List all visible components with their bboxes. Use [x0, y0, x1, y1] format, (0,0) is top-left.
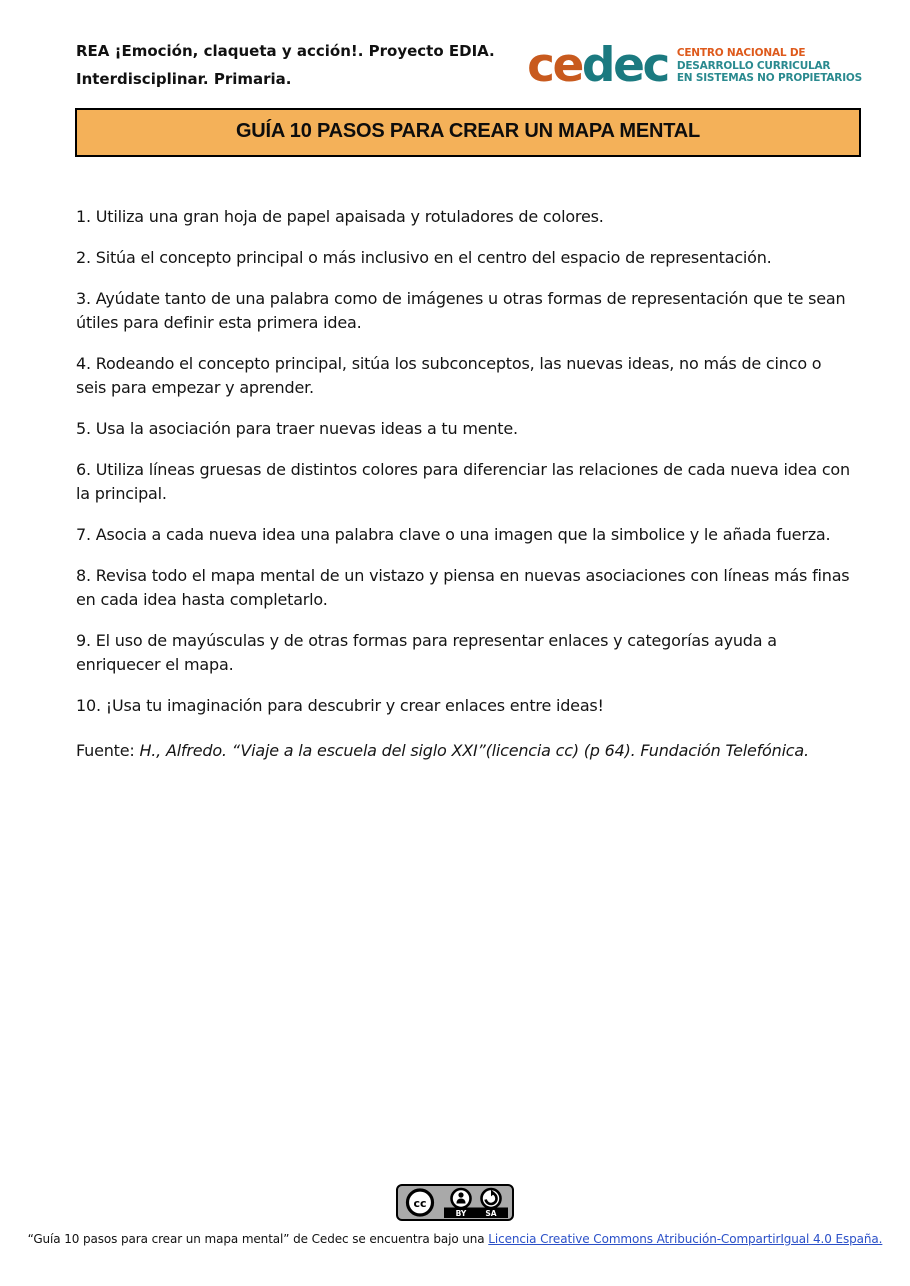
cc-by-sa-icon [396, 1184, 514, 1221]
tagline-line3: EN SISTEMAS NO PROPIETARIOS [676, 72, 862, 85]
cedec-logo-ce: ce [527, 38, 582, 93]
step-item-2: 2. Sitúa el concepto principal o más inclusivo en el centro del espacio de representación. [76, 248, 772, 267]
step-item-3: 3. Ayúdate tanto de una palabra como de imágenes u otras formas de representación que te sean útiles para definir esta primera idea. [76, 289, 846, 332]
title-banner [75, 108, 861, 157]
cedec-logo-tagline [677, 47, 862, 84]
project-title-line2: Interdisciplinar. Primaria. [76, 70, 292, 88]
step-item-4: 4. Rodeando el concepto principal, sitúa los subconceptos, las nuevas ideas, no más de cinco o seis para empezar y aprender. [76, 354, 822, 397]
svg-text:BY: BY [455, 1209, 467, 1218]
step-item-7: 7. Asocia a cada nueva idea una palabra clave o una imagen que la simbolice y le añada fuerza. [76, 525, 831, 544]
cedec-logo [527, 38, 862, 93]
page-header [0, 0, 910, 93]
project-title-block [76, 44, 495, 87]
page-footer [0, 1184, 910, 1246]
svg-text:SA: SA [485, 1209, 497, 1218]
project-title-line1: REA ¡Emoción, claqueta y acción!. Proyecto EDIA. [76, 42, 495, 60]
license-statement [0, 1232, 910, 1246]
step-item-8: 8. Revisa todo el mapa mental de un vistazo y piensa en nuevas asociaciones con líneas más finas en cada idea hasta completarlo. [76, 566, 850, 609]
step-item-9: 9. El uso de mayúsculas y de otras formas para representar enlaces y categorías ayuda a enriquecer el mapa. [76, 631, 777, 674]
cc-license-badge [396, 1184, 514, 1225]
step-item-1: 1. Utiliza una gran hoja de papel apaisada y rotuladores de colores. [76, 207, 604, 226]
cedec-logo-dec: dec [581, 38, 668, 93]
page-title: GUÍA 10 PASOS PARA CREAR UN MAPA MENTAL [235, 120, 701, 142]
tagline-line2: DESARROLLO CURRICULAR [676, 59, 831, 72]
source-line [76, 741, 852, 760]
steps-list [76, 205, 852, 718]
step-item-6: 6. Utiliza líneas gruesas de distintos colores para diferenciar las relaciones de cada nueva idea con la principal. [76, 460, 850, 503]
license-link[interactable]: Licencia Creative Commons Atribución-CompartirIgual 4.0 España. [488, 1232, 883, 1246]
step-item-10: 10. ¡Usa tu imaginación para descubrir y crear enlaces entre ideas! [76, 696, 604, 715]
source-citation: H., Alfredo. “Viaje a la escuela del siglo XXI”(licencia cc) (p 64). Fundación Telefónica. [139, 741, 809, 760]
step-item-5: 5. Usa la asociación para traer nuevas ideas a tu mente. [76, 419, 518, 438]
tagline-line1: CENTRO NACIONAL DE [676, 47, 806, 60]
license-text: “Guía 10 pasos para crear un mapa mental” de Cedec se encuentra bajo una [27, 1232, 489, 1246]
source-label: Fuente: [76, 741, 140, 760]
svg-text:cc: cc [413, 1197, 427, 1210]
cedec-logo-wordmark [527, 38, 668, 93]
